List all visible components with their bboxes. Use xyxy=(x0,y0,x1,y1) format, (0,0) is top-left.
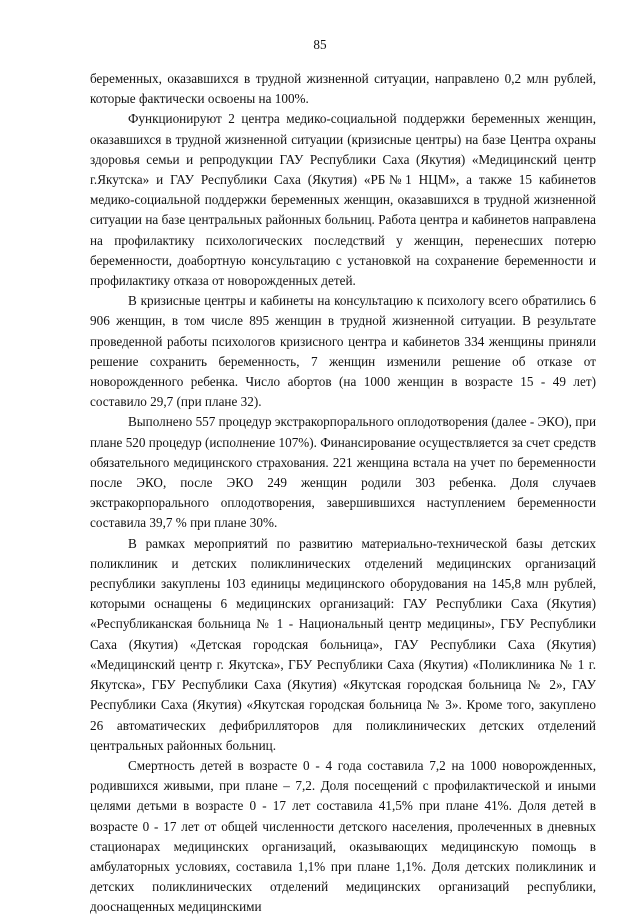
document-body xyxy=(90,69,596,918)
paragraph: В кризисные центры и кабинеты на консультацию к психологу всего обратились 6 906 женщин, в том числе 895 женщин в трудной жизненной ситуации. В результате проведенной работы психологов кризисного центра и кабинетов 334 женщины приняли решение сохранить беременность, 7 женщин изменили решение об отказе от новорожденного ребенка. Число абортов (на 1000 женщин в возрасте 15 - 49 лет) составило 29,7 (при плане 32). xyxy=(90,293,596,410)
paragraph: Функционируют 2 центра медико-социальной поддержки беременных женщин, оказавшихся в трудной жизненной ситуации (кризисные центры) на базе Центра охраны здоровья семьи и репродукции ГАУ Республики Саха (Якутия) «Медицинский центр г.Якутска» и ГАУ Республики Саха (Якутия) «РБ№1 НЦМ», а также 15 кабинетов медико-социальной поддержки беременных женщин, оказавшихся в трудной жизненной ситуации на базе центральных районных больниц. Работа центра и кабинетов направлена на профилактику психологических последствий у женщин, перенесших потерю беременности, доабортную консультацию с установкой на сохранение беременности и профилактику отказа от новорожденных детей. xyxy=(90,111,596,289)
paragraph: Смертность детей в возрасте 0 - 4 года составила 7,2 на 1000 новорожденных, родившихся живыми, при плане – 7,2. Доля посещений с профилактической и иными целями детьми в возрасте 0 - 17 лет составила 41,5% при плане 41%. Доля детей в возрасте 0 - 17 лет от общей численности детского населения, пролеченных в дневных стационарах медицинских организаций, оказывающих медицинскую помощь в амбулаторных условиях, составила 1,1% при плане 1,1%. Доля детских поликлиник и детских поликлинических отделений медицинских организаций республики, дооснащенных медицинскими xyxy=(90,757,596,915)
page-number: 85 xyxy=(313,37,327,52)
paragraph: В рамках мероприятий по развитию материально-технической базы детских поликлиник и детских поликлинических отделений медицинских организаций республики закуплены 103 единицы медицинского оборудования на 145,8 млн рублей, которыми оснащены 6 медицинских организаций: ГАУ Республики Саха (Якутия) «Республиканская больница № 1 - Национальный центр медицины», ГБУ Республики Саха (Якутия) «Детская городская больница», ГАУ Республики Саха (Якутия) «Медицинский центр г. Якутска», ГБУ Республики Саха (Якутия) «Поликлиника № 1 г. Якутска», ГБУ Республики Саха (Якутия) «Якутская городская больница № 2», ГАУ Республики Саха (Якутия) «Якутская городская больница № 3». Кроме того, закуплено 26 автоматических дефибрилляторов для поликлинических детских отделений центральных районных больниц. xyxy=(90,535,596,753)
paragraph: Выполнено 557 процедур экстракорпорального оплодотворения (далее - ЭКО), при плане 520 процедур (исполнение 107%). Финансирование осуществляется за счет средств обязательного медицинского страхования. 221 женщина встала на учет по беременности после ЭКО, после ЭКО 249 женщин родили 303 ребенка. Доля случаев экстракорпорального оплодотворения, завершившихся наступлением беременности составила 39,7 % при плане 30%. xyxy=(90,414,596,531)
paragraph: беременных, оказавшихся в трудной жизненной ситуации, направлено 0,2 млн рублей, которые фактически освоены на 100%. xyxy=(90,71,596,107)
